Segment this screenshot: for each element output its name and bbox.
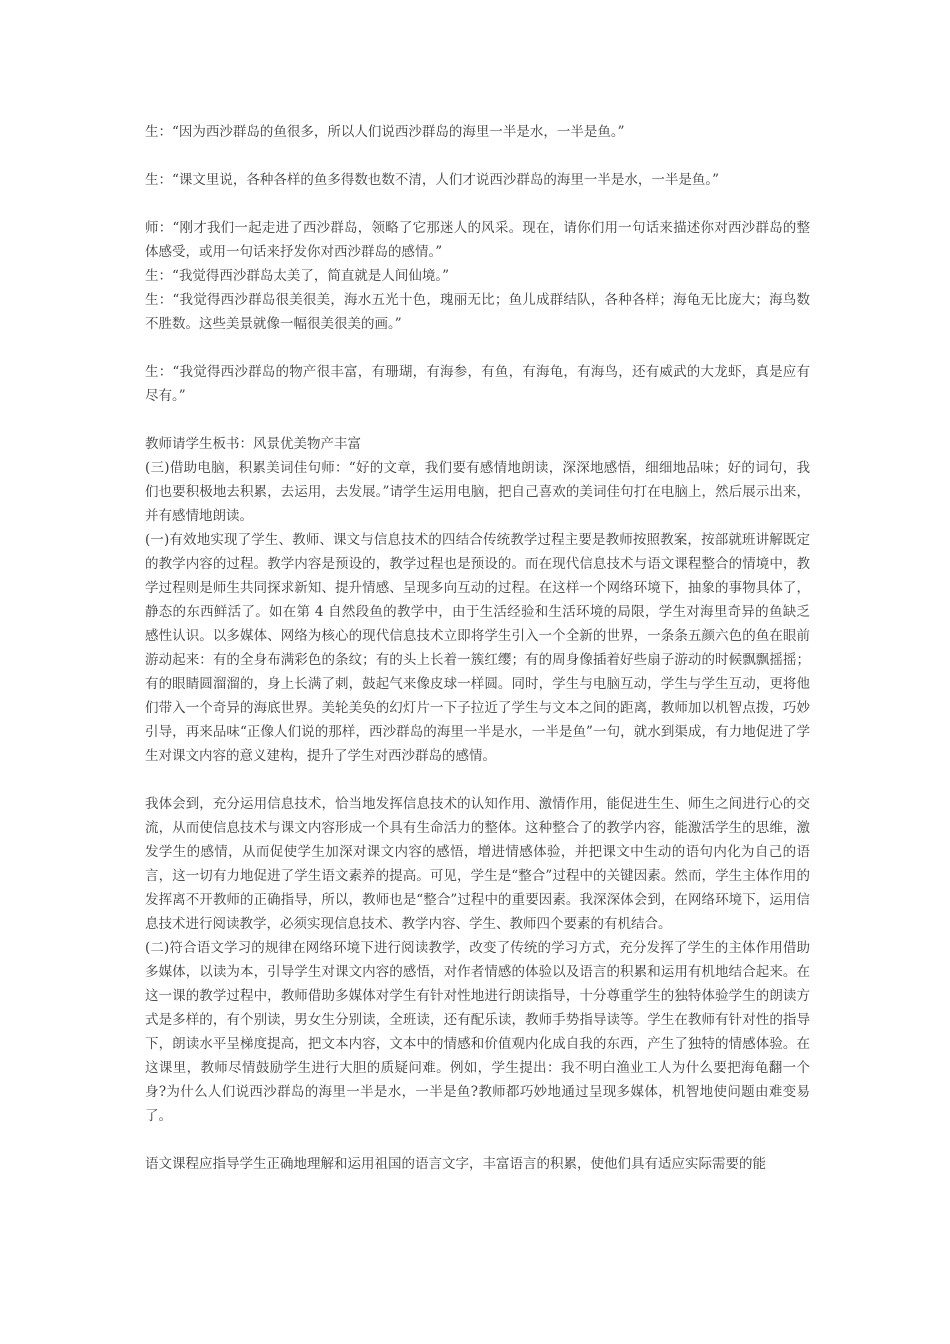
paragraph-teacher-1: 师：“刚才我们一起走进了西沙群岛，领略了它那迷人的风采。现在，请你们用一句话来描述你对西沙群岛的整体感受，或用一句话来抒发你对西沙群岛的感情。”: [145, 220, 810, 260]
paragraph-student-1: 生：“因为西沙群岛的鱼很多，所以人们说西沙群岛的海里一半是水，一半是鱼。”: [145, 124, 625, 140]
paragraph-student-5: 生：“我觉得西沙群岛的物产很丰富，有珊瑚，有海参，有鱼，有海龟，有海鸟，还有威武的大龙虾，真是应有尽有。”: [145, 364, 810, 404]
paragraph-reflection: 我体会到，充分运用信息技术，恰当地发挥信息技术的认知作用、激情作用，能促进生生、师生之间进行心的交流，从而使信息技术与课文内容形成一个具有生命活力的整体。这种整合了的教学内容，能激活学生的思维，激发学生的感情，从而促使学生加深对课文内容的感悟，增进情感体验，并把课文中生动的语句内化为自己的语言，这一切有力地促进了学生语文素养的提高。可见，学生是“整合”过程中的关键因素。然而，学生主体作用的发挥离不开教师的正确指导，所以，教师也是“整合”过程中的重要因素。我深深体会到，在网络环境下，运用信息技术进行阅读教学，必须实现信息技术、教学内容、学生、教师四个要素的有机结合。: [145, 796, 810, 932]
paragraph-board-writing: 教师请学生板书：风景优美物产丰富: [145, 436, 361, 452]
paragraph-student-4: 生：“我觉得西沙群岛很美很美，海水五光十色，瑰丽无比；鱼儿成群结队，各种各样；海龟无比庞大；海鸟数不胜数。这些美景就像一幅很美很美的画。”: [145, 292, 810, 332]
paragraph-section-one: (一)有效地实现了学生、教师、课文与信息技术的四结合传统教学过程主要是教师按照教案，按部就班讲解既定的教学内容的过程。教学内容是预设的，教学过程也是预设的。而在现代信息技术与语文课程整合的情境中，教学过程则是师生共同探求新知、提升情感、呈现多向互动的过程。在这样一个网络环境下，抽象的事物具体了，静态的东西鲜活了。如在第 4 自然段鱼的教学中，由于生活经验和生活环境的局限，学生对海里奇异的鱼缺乏感性认识。以多媒体、网络为核心的现代信息技术立即将学生引入一个全新的世界，一条条五颜六色的鱼在眼前游动起来：有的全身布满彩色的条纹；有的头上长着一簇红缨；有的周身像插着好些扇子游动的时候飘飘摇摇；有的眼睛圆溜溜的，身上长满了刺，鼓起气来像皮球一样圆。同时，学生与电脑互动，学生与学生互动，更将他们带入一个奇异的海底世界。美轮美奂的幻灯片一下子拉近了学生与文本之间的距离，教师加以机智点拨，巧妙引导，再来品味“正像人们说的那样，西沙群岛的海里一半是水，一半是鱼”一句，就水到渠成，有力地促进了学生对课文内容的意义建构，提升了学生对西沙群岛的感情。: [145, 532, 810, 764]
paragraph-curriculum: 语文课程应指导学生正确地理解和运用祖国的语言文字，丰富语言的积累，使他们具有适应实际需要的能: [145, 1156, 766, 1172]
paragraph-section-three: (三)借助电脑，积累美词佳句师：“好的文章，我们要有感情地朗读，深深地感悟，细细地品味；好的词句，我们也要积极地去积累，去运用，去发展。”请学生运用电脑，把自己喜欢的美词佳句打在电脑上，然后展示出来，并有感情地朗读。: [145, 460, 810, 524]
paragraph-student-3: 生：“我觉得西沙群岛太美了，简直就是人间仙境。”: [145, 268, 450, 284]
paragraph-student-2: 生：“课文里说，各种各样的鱼多得数也数不清，人们才说西沙群岛的海里一半是水，一半是鱼。”: [145, 172, 720, 188]
paragraph-section-two: (二)符合语文学习的规律在网络环境下进行阅读教学，改变了传统的学习方式，充分发挥了学生的主体作用借助多媒体，以读为本，引导学生对课文内容的感悟，对作者情感的体验以及语言的积累和运用有机地结合起来。在这一课的教学过程中，教师借助多媒体对学生有针对性地进行朗读指导，十分尊重学生的独特体验学生的朗读方式是多样的，有个别读，男女生分别读，全班读，还有配乐读，教师手势指导读等。学生在教师有针对性的指导下，朗读水平呈梯度提高，把文本内容，文本中的情感和价值观内化成自我的东西，产生了独特的情感体验。在这课里，教师尽情鼓励学生进行大胆的质疑问难。例如，学生提出：我不明白渔业工人为什么要把海龟翻一个身?为什么人们说西沙群岛的海里一半是水，一半是鱼?教师都巧妙地通过呈现多媒体，机智地使问题由难变易了。: [145, 940, 810, 1124]
document-page: [145, 120, 810, 1176]
